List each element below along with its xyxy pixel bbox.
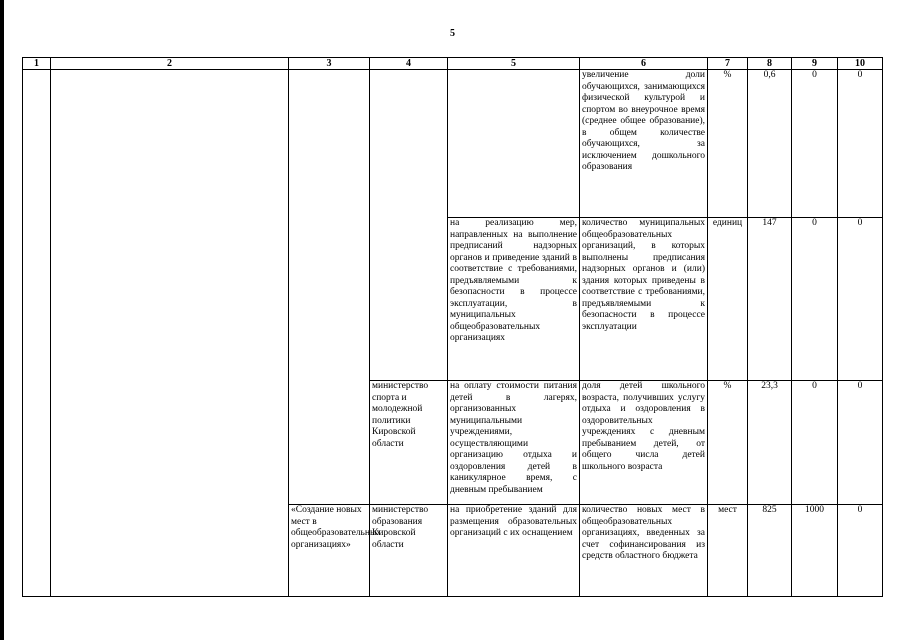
value-col9-cell: 0 [792,70,838,218]
unit-cell: % [708,381,748,505]
value-col10-cell: 0 [838,505,883,597]
col3-cell [289,70,370,505]
header-col-9: 9 [792,58,838,70]
page-left-edge [0,0,4,640]
value-col10-cell: 0 [838,70,883,218]
table-header-row [23,58,883,70]
header-col-10: 10 [838,58,883,70]
unit-cell: мест [708,505,748,597]
header-col-7: 7 [708,58,748,70]
header-col-6: 6 [580,58,708,70]
header-col-2: 2 [51,58,289,70]
indicator-cell: увеличение доли обучающихся, занимающихся физической культурой и спортом во внеурочное время (среднее общее образование), в общем количестве обучающихся, за исключением дошкольного образования [580,70,708,218]
unit-cell: % [708,70,748,218]
indicator-cell: количество новых мест в общеобразовательных организациях, введенных за счет софинансирования из средств областного бюджета [580,505,708,597]
value-col8-cell: 825 [748,505,792,597]
header-col-3: 3 [289,58,370,70]
col5-cell [448,70,580,218]
executor-cell: министерство спорта и молодежной политики Кировской области [370,381,448,505]
value-col10-cell: 0 [838,381,883,505]
indicator-cell: количество муниципальных общеобразовательных организаций, в которых выполнены предписания надзорных органов и (или) здания которых приведены в соответствие с требованиями, предъявляемыми к безопасности в процессе эксплуатации [580,218,708,381]
purpose-cell: на оплату стоимости питания детей в лагерях, организованных муниципальными учреждениями, осуществляющими организацию отдыха и оздоровления детей в каникулярное время, с дневным пребыванием [448,381,580,505]
header-col-1: 1 [23,58,51,70]
header-col-4: 4 [370,58,448,70]
table-row [23,70,883,218]
value-col9-cell: 0 [792,381,838,505]
indicator-cell: доля детей школьного возраста, получивших услугу отдыха и оздоровления в оздоровительных учреждениях с дневным пребыванием детей, от общего числа детей школьного возраста [580,381,708,505]
value-col8-cell: 147 [748,218,792,381]
unit-cell: единиц [708,218,748,381]
col2-cell [51,70,289,597]
header-col-5: 5 [448,58,580,70]
value-col8-cell: 23,3 [748,381,792,505]
value-col8-cell: 0,6 [748,70,792,218]
project-cell: «Создание новых мест в общеобразовательных организациях» [289,505,370,597]
indicator-table [22,57,883,597]
purpose-cell: на приобретение зданий для размещения образовательных организаций с их оснащением [448,505,580,597]
col4-cell [370,70,448,381]
value-col9-cell: 1000 [792,505,838,597]
header-col-8: 8 [748,58,792,70]
value-col9-cell: 0 [792,218,838,381]
executor-cell: министерство образования Кировской области [370,505,448,597]
col1-cell [23,70,51,597]
value-col10-cell: 0 [838,218,883,381]
page-number: 5 [450,28,455,39]
purpose-cell: на реализацию мер, направленных на выполнение предписаний надзорных органов и приведение зданий в соответствие с требованиями, предъявляемыми к безопасности в процессе эксплуатации, в муниципальных общеобразовательных организациях [448,218,580,381]
